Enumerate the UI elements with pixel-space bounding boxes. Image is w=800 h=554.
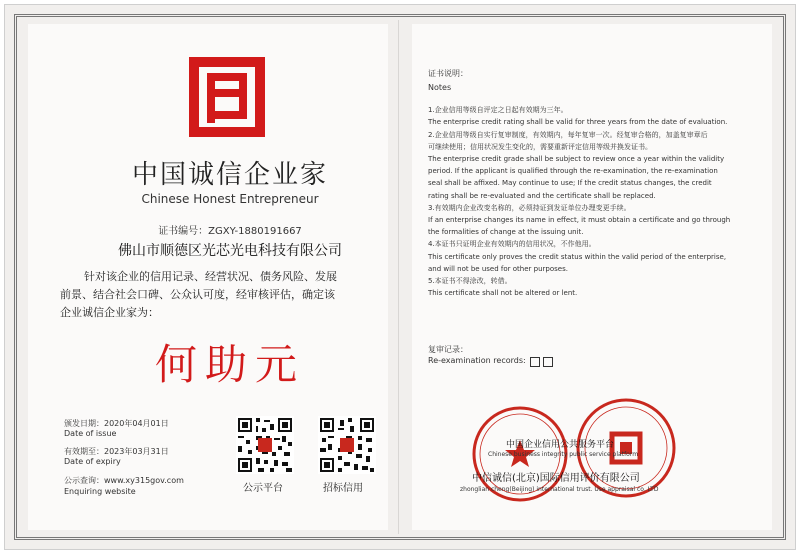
appraisal-company-name: 中信诚信(北京)国际信用评价有限公司 xyxy=(472,473,640,484)
qiye-logo xyxy=(183,53,271,141)
certificate-description xyxy=(60,268,380,322)
notes-line: 2.企业信用等级自实行复审制度，有效期内，每年复审一次。经复审合格的，加盖复审章后 xyxy=(428,130,708,139)
notes-line: The enterprise credit rating shall be valid for three years from the date of evaluation. xyxy=(428,118,728,127)
qr-label-bidding-credit: 招标信用 xyxy=(323,483,363,494)
review-heading: 复审记录： xyxy=(428,345,468,354)
review-box-2 xyxy=(543,357,553,367)
issue-date: 颁发日期：2020年04月01日 xyxy=(64,419,169,428)
qr-code-public-platform xyxy=(236,416,294,474)
certificate-number: 证书编号：ZGXY-1880191667 xyxy=(158,226,302,237)
notes-line: This certificate only proves the credit status within the valid period of the enterprise, xyxy=(428,252,727,261)
notes-line: rating shall be re-evaluated and the certificate shall be replaced. xyxy=(428,191,656,200)
enquiry-website: 公示查询：www.xy315gov.com xyxy=(64,476,184,485)
qr-code-bidding-credit xyxy=(318,416,376,474)
page-spine xyxy=(398,20,399,534)
holder-name: 何助元 xyxy=(154,340,305,389)
issue-date-en: Date of issue xyxy=(64,429,117,438)
notes-line: and will not be used for other purposes. xyxy=(428,264,568,273)
issuer-name-en: Chinese business integrity public service platform xyxy=(488,451,639,458)
appraisal-company-name-en: zhonglian cheng(Beijing) international trust. Use appraisal co. LTD xyxy=(460,486,659,493)
notes-line: the formalities of change at the issuing unit. xyxy=(428,228,584,237)
description-line: 企业诚信企业家为： xyxy=(60,306,159,319)
description-line: 针对该企业的信用记录、经营状况、债务风险、发展 xyxy=(84,270,337,283)
issuer-name: 中国企业信用公共服务平台 xyxy=(506,440,615,450)
notes-line: This certificate shall not be altered or lent. xyxy=(428,289,578,298)
notes-line: seal shall be affixed. May continue to use; If the credit status changes, the credit xyxy=(428,179,712,188)
description-line: 前景、结合社会口碑、公众认可度，经审核评估，确定该 xyxy=(60,288,335,301)
notes-line: 4.本证书只证明企业有效期内的信用状况，不作他用。 xyxy=(428,240,596,249)
expiry-date-en: Date of expiry xyxy=(64,457,121,466)
notes-heading-en: Notes xyxy=(428,83,452,92)
notes-line: If an enterprise changes its name in effect, it must obtain a certificate and go through xyxy=(428,216,731,225)
company-name: 佛山市顺德区光芯光电科技有限公司 xyxy=(118,243,342,259)
notes-line: The enterprise credit grade shall be subject to review once a year within the validity xyxy=(428,155,725,164)
certificate-title-en: Chinese Honest Entrepreneur xyxy=(141,192,319,206)
notes-line: 可继续使用；信用状况发生变化的，需要重新评定信用等级并换发证书。 xyxy=(428,142,652,151)
enquiry-website-en: Enquiring website xyxy=(64,487,136,496)
notes-line: period. If the applicant is qualified through the re-examination, the re-examination xyxy=(428,167,718,176)
qr-label-public-platform: 公示平台 xyxy=(243,483,283,494)
certificate-title: 中国诚信企业家 xyxy=(131,160,328,190)
notes-list xyxy=(428,82,731,299)
expiry-date: 有效期至：2023年03月31日 xyxy=(64,447,169,456)
notes-line: 5.本证书不得涂改，转借。 xyxy=(428,277,512,286)
notes-line: 1.企业信用等级自评定之日起有效期为三年。 xyxy=(428,106,568,115)
review-box-1 xyxy=(530,357,540,367)
notes-line: 3.有效期内企业改变名称的，必须持证到发证单位办理变更手续。 xyxy=(428,203,631,212)
review-records-label: Re-examination records: xyxy=(428,356,526,365)
notes-heading: 证书说明： xyxy=(428,69,468,78)
